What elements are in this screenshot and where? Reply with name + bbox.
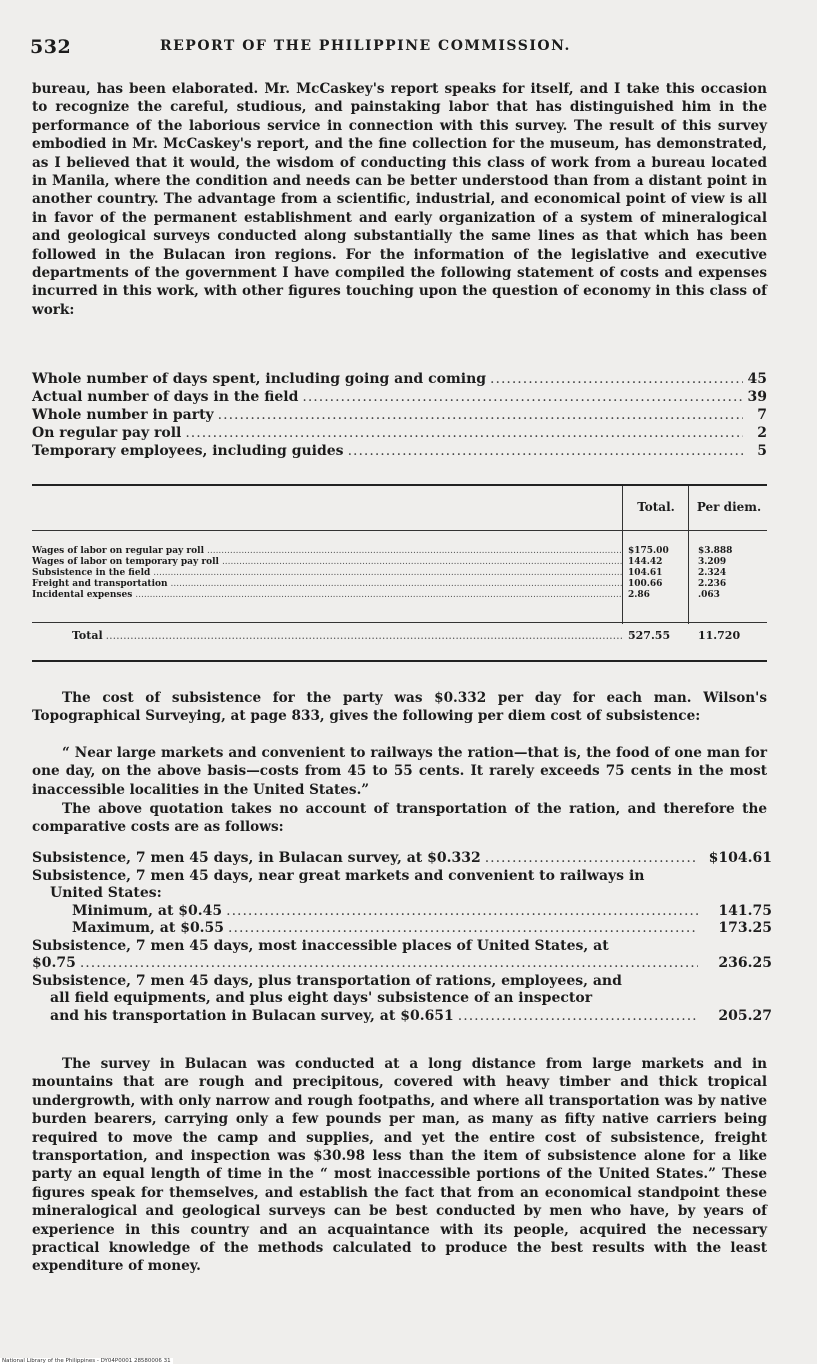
row-item: Wages of labor on temporary pay roll <box>32 557 219 567</box>
row-per-diem: 3.209 <box>698 557 727 567</box>
list-item: Subsistence, 7 men 45 days, most inaccessible places of United States, at <box>32 937 609 954</box>
stat-label: Whole number in party <box>32 407 214 423</box>
archive-footer-note: National Library of the Philippines - DY04P0001 28580006 31 <box>2 1358 171 1364</box>
list-item <box>32 388 767 406</box>
list-item <box>32 424 767 442</box>
table-row <box>32 579 767 590</box>
comparison-value: 236.25 <box>718 955 772 971</box>
row-total: 104.61 <box>628 568 663 578</box>
table-row <box>32 590 767 601</box>
stat-label: On regular pay roll <box>32 425 182 441</box>
table-row <box>32 568 767 579</box>
list-item: and his transportation in Bulacan survey, at $0.651 ..... 205.27 <box>32 1008 772 1026</box>
list-item: Maximum, at $0.55 ..... 173.25 <box>32 920 772 938</box>
total-label: Total <box>72 629 103 642</box>
row-per-diem: .063 <box>698 590 720 600</box>
row-per-diem: $3.888 <box>698 546 733 556</box>
row-total: 100.66 <box>628 579 663 589</box>
page-header <box>30 36 770 58</box>
row-item: Incidental expenses <box>32 590 133 600</box>
party-stats-list <box>32 370 767 460</box>
comparative-paragraph: The above quotation takes no account of transportation of the ration, and therefore the comparative costs are as follows: <box>32 801 767 836</box>
stat-label: Temporary employees, including guides <box>32 443 344 459</box>
subsistence-paragraph: The cost of subsistence for the party was $0.332 per day for each man. Wilson's Topographical Surveying, at page 833, gives the following per diem cost of subsistence: <box>32 690 767 725</box>
stat-value: 7 <box>757 407 767 423</box>
column-header-total: Total. <box>637 500 675 514</box>
row-total: 2.86 <box>628 590 650 600</box>
list-item <box>32 442 767 460</box>
list-item: Subsistence, 7 men 45 days, in Bulacan survey, at $0.332 ..... $104.61 <box>32 850 772 868</box>
list-item: all field equipments, and plus eight days' subsistence of an inspector <box>50 990 593 1006</box>
table-top-rule <box>32 484 767 486</box>
table-row <box>32 546 767 557</box>
stat-value: 45 <box>747 371 767 387</box>
row-total: 144.42 <box>628 557 663 567</box>
stat-label: Actual number of days in the field <box>32 389 299 405</box>
comparison-list <box>32 850 772 1025</box>
list-item: Minimum, at $0.45 ..... 141.75 <box>32 903 772 921</box>
comparison-value: 141.75 <box>718 902 772 919</box>
table-bottom-rule <box>32 660 767 662</box>
list-item <box>32 370 767 388</box>
row-item: Subsistence in the field <box>32 568 151 578</box>
list-item: Subsistence, 7 men 45 days, plus transportation of rations, employees, and <box>32 972 622 989</box>
list-item: $0.75 ..... 236.25 <box>32 955 772 973</box>
stat-value: 2 <box>757 425 767 441</box>
list-item <box>32 406 767 424</box>
column-header-per-diem: Per diem. <box>696 500 762 514</box>
running-title: REPORT OF THE PHILIPPINE COMMISSION. <box>160 38 571 54</box>
total-per-diem: 11.720 <box>698 629 741 642</box>
row-item: Freight and transportation <box>32 579 168 589</box>
table-total-row <box>32 629 767 643</box>
comparison-value: $104.61 <box>708 850 772 866</box>
comparison-value: 173.25 <box>718 920 772 936</box>
stat-label: Whole number of days spent, including going and coming <box>32 371 487 387</box>
closing-paragraph: The survey in Bulacan was conducted at a long distance from large markets and in mountains that are rough and precipitous, covered with heavy timber and thick tropical undergrowth, with only narrow and rough footpaths, and where all transportation was by native burden bearers, carrying only a few pounds per man, as many as fifty native carriers being required to move the camp and supplies, and yet the entire cost of subsistence, freight transportation, and inspection was $30.98 less than the item of subsistence alone for a like party an equal length of time in the “ most inaccessible portions of the United States.” These figures speak for themselves, and establish the fact that from an economical standpoint these mineralogical and geological surveys can be best conducted by men who have, by years of experience in this country and an acquaintance with its people, acquired the necessary practical knowledge of the methods calculated to produce the best results with the least expenditure of money. <box>32 1056 767 1275</box>
stat-value: 39 <box>747 389 767 405</box>
page-number: 532 <box>30 36 72 58</box>
list-item: Subsistence, 7 men 45 days, near great markets and convenient to railways in United States: <box>32 867 645 901</box>
row-per-diem: 2.236 <box>698 579 727 589</box>
row-per-diem: 2.324 <box>698 568 727 578</box>
stat-value: 5 <box>757 443 767 459</box>
total-value: 527.55 <box>628 629 671 642</box>
cost-table <box>32 484 767 664</box>
comparison-value: 205.27 <box>718 1007 772 1024</box>
table-row <box>32 557 767 568</box>
wilson-quote: “ Near large markets and convenient to railways the ration—that is, the food of one man for one day, on the above basis—costs from 45 to 55 cents. It rarely exceeds 75 cents in the most inaccessible localities in the United States.” <box>32 745 767 798</box>
row-item: Wages of labor on regular pay roll <box>32 546 204 556</box>
row-total: $175.00 <box>628 546 669 556</box>
intro-paragraph: bureau, has been elaborated. Mr. McCaskey's report speaks for itself, and I take this occasion to recognize the careful, studious, and painstaking labor that has distinguished him in the performance of the laborious service in connection with this survey. The result of this survey embodied in Mr. McCaskey's report, and the fine collection for the museum, has demonstrated, as I believed that it would, the wisdom of conducting this class of work from a bureau located in Manila, where the condition and needs can be better understood than from a distant point in another country. The advantage from a scientific, industrial, and economical point of view is all in favor of the permanent establishment and early organization of a system of mineralogical and geological surveys conducted along substantially the same lines as that which has been followed in the Bulacan iron regions. For the information of the legislative and executive departments of the government I have compiled the following statement of costs and expenses incurred in this work, with other figures touching upon the question of economy in this class of work: <box>32 81 767 318</box>
